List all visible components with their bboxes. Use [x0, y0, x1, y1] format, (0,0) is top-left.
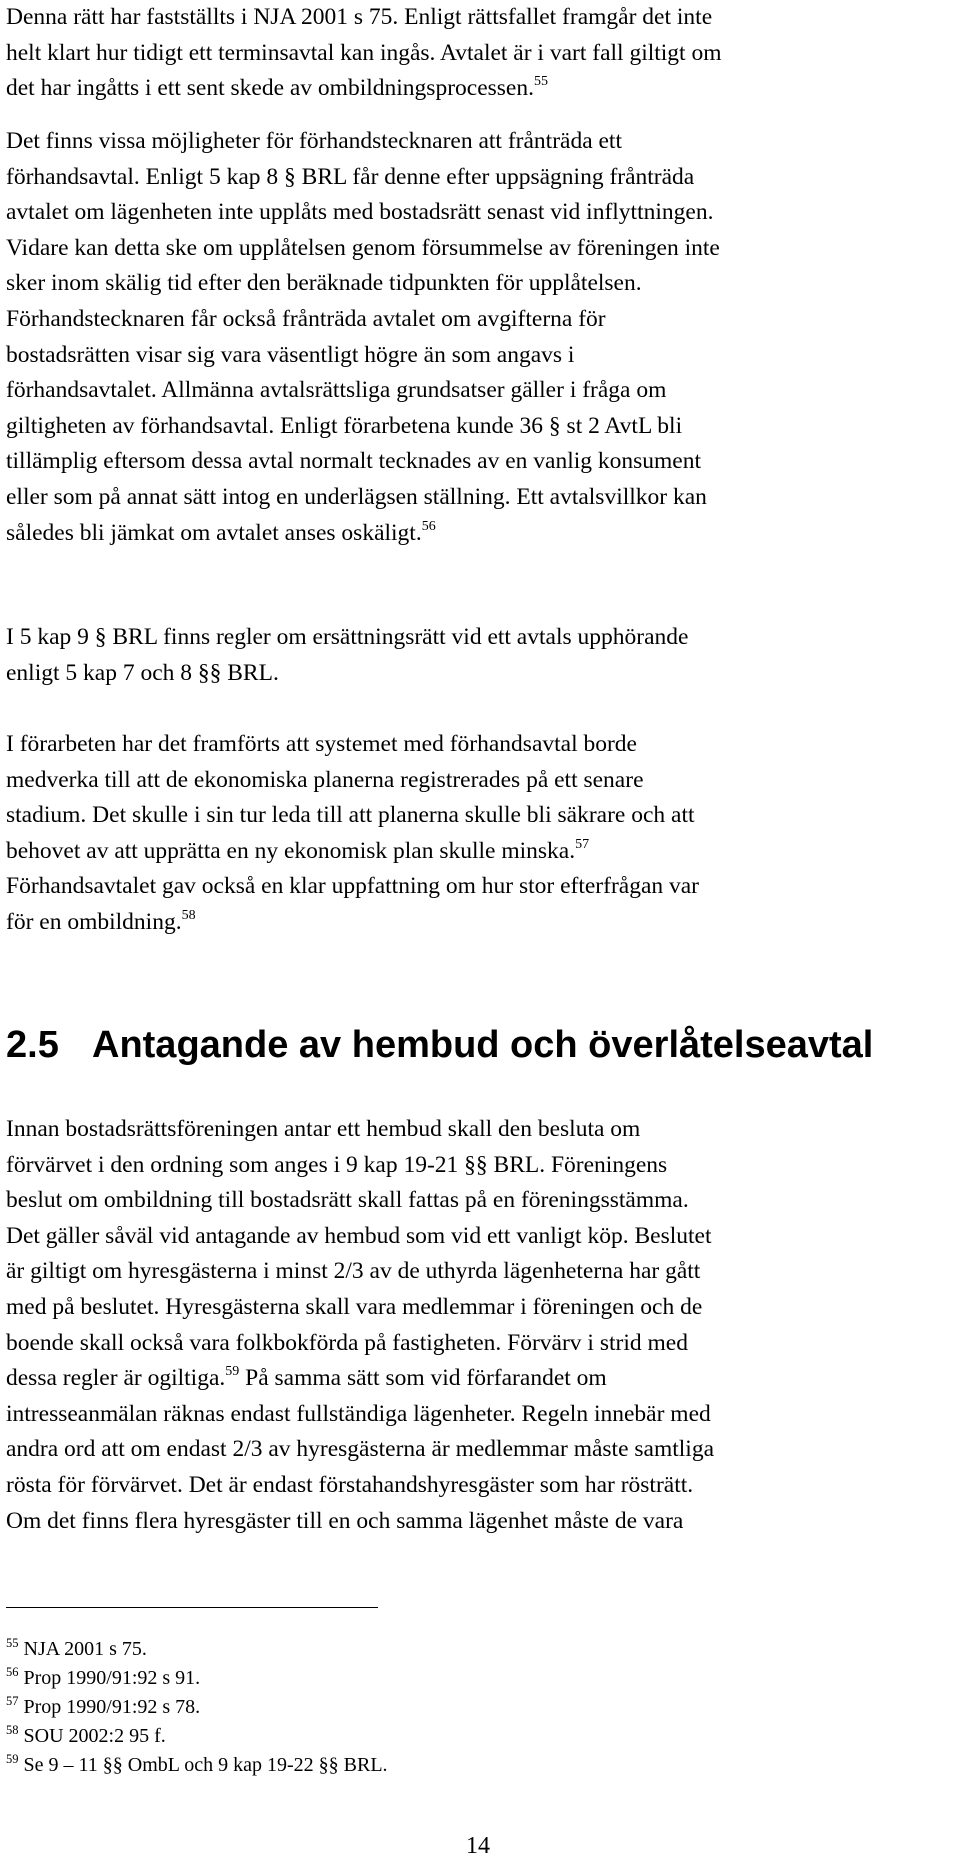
footnote-number: 55: [6, 1636, 19, 1650]
text-line: eller som på annat sätt intog en underlägsen ställning. Ett avtalsvillkor kan: [6, 483, 707, 510]
footnote-text: SOU 2002:2 95 f.: [23, 1725, 166, 1747]
text-line: förhandsavtal. Enligt 5 kap 8 § BRL får denne efter uppsägning frånträda: [6, 163, 695, 190]
text-line: andra ord att om endast 2/3 av hyresgästerna är medlemmar måste samtliga: [6, 1436, 715, 1463]
paragraph-4: [6, 727, 946, 941]
footnote-ref: 57: [575, 836, 590, 852]
text-line: [6, 834, 946, 870]
paragraph-2: [6, 124, 946, 551]
footnote-text: NJA 2001 s 75.: [23, 1638, 147, 1660]
text-line: sker inom skälig tid efter den beräknade tidpunkten för upplåtelsen.: [6, 270, 642, 297]
footnote: [6, 1636, 147, 1662]
text-line: [6, 71, 946, 107]
paragraph-1: [6, 0, 946, 107]
text-fragment: det har ingåtts i ett sent skede av ombildningsprocessen.: [6, 75, 534, 102]
footnote-ref: 56: [421, 518, 436, 534]
footnote-text: Prop 1990/91:92 s 78.: [23, 1696, 201, 1718]
text-line: Förhandstecknaren får också frånträda avtalet om avgifterna för: [6, 305, 606, 332]
text-line: I 5 kap 9 § BRL finns regler om ersättningsrätt vid ett avtals upphörande: [6, 624, 689, 650]
footnote-ref: 55: [533, 74, 548, 90]
text-line: beslut om ombildning till bostadsrätt skall fattas på en föreningsstämma.: [6, 1187, 689, 1214]
footnote-number: 59: [6, 1752, 19, 1766]
footnote: [6, 1752, 388, 1778]
text-fragment: således bli jämkat om avtalet anses oskäligt.: [6, 519, 422, 546]
text-line: I förarbeten har det framförts att systemet med förhandsavtal borde: [6, 731, 637, 757]
text-line: Vidare kan detta ske om upplåtelsen genom försummelse av föreningen inte: [6, 234, 720, 261]
text-line: Det gäller såväl vid antagande av hembud som vid ett vanligt köp. Beslutet: [6, 1222, 712, 1249]
footnote-ref: 59: [225, 1364, 240, 1380]
footnote-number: 56: [6, 1665, 19, 1679]
text-fragment: för en ombildning.: [6, 908, 182, 935]
text-fragment: behovet av att upprätta en ny ekonomisk plan skulle minska.: [6, 837, 576, 864]
section-number: 2.5: [6, 1024, 59, 1066]
footnote: [6, 1723, 166, 1749]
footnote-separator: [6, 1607, 378, 1608]
text-line: med på beslutet. Hyresgästerna skall vara medlemmar i föreningen och de: [6, 1293, 703, 1320]
text-line: stadium. Det skulle i sin tur leda till att planerna skulle bli säkrare och att: [6, 802, 695, 829]
text-line: Det finns vissa möjligheter för förhandstecknaren att frånträda ett: [6, 128, 622, 154]
text-line: enligt 5 kap 7 och 8 §§ BRL.: [6, 659, 279, 686]
text-line: Om det finns flera hyresgäster till en och samma lägenhet måste de vara: [6, 1507, 684, 1534]
page-number: 14: [466, 1833, 490, 1859]
text-line: avtalet om lägenheten inte upplåts med bostadsrätt senast vid inflyttningen.: [6, 199, 714, 226]
text-line: Denna rätt har fastställts i NJA 2001 s 75. Enligt rättsfallet framgår det inte: [6, 4, 713, 30]
footnote-text: Prop 1990/91:92 s 91.: [23, 1667, 201, 1689]
text-line: boende skall också vara folkbokförda på fastigheten. Förvärv i strid med: [6, 1329, 688, 1356]
footnote: [6, 1665, 200, 1691]
footnote: [6, 1694, 200, 1720]
text-line: [6, 905, 946, 941]
paragraph-3: [6, 620, 946, 691]
text-line: rösta för förvärvet. Det är endast förstahandshyresgäster som har rösträtt.: [6, 1471, 694, 1498]
text-line: [6, 516, 946, 552]
text-line: medverka till att de ekonomiska planerna registrerades på ett senare: [6, 766, 644, 793]
text-line: helt klart hur tidigt ett terminsavtal kan ingås. Avtalet är i vart fall giltigt om: [6, 39, 722, 66]
section-paragraph: [6, 1112, 946, 1539]
footnote-number: 57: [6, 1694, 19, 1708]
text-line: tillämplig eftersom dessa avtal normalt tecknades av en vanlig konsument: [6, 448, 702, 475]
section-title: Antagande av hembud och överlåtelseavtal: [92, 1024, 874, 1066]
section-heading: [6, 1024, 873, 1067]
text-line: intresseanmälan räknas endast fullständiga lägenheter. Regeln innebär med: [6, 1400, 711, 1427]
text-line: Förhandsavtalet gav också en klar uppfattning om hur stor efterfrågan var: [6, 873, 700, 900]
text-line: bostadsrätten visar sig vara väsentligt högre än som angavs i: [6, 341, 575, 368]
text-fragment: dessa regler är ogiltiga.: [6, 1365, 226, 1392]
text-line: Innan bostadsrättsföreningen antar ett hembud skall den besluta om: [6, 1116, 641, 1142]
footnote-text: Se 9 – 11 §§ OmbL och 9 kap 19-22 §§ BRL.: [23, 1754, 388, 1776]
text-line: [6, 1361, 946, 1397]
footnote-number: 58: [6, 1723, 19, 1737]
text-line: giltigheten av förhandsavtal. Enligt förarbetena kunde 36 § st 2 AvtL bli: [6, 412, 683, 439]
text-line: är giltigt om hyresgästerna i minst 2/3 av de uthyrda lägenheterna har gått: [6, 1258, 701, 1285]
footnote-ref: 58: [181, 907, 196, 923]
text-line: förhandsavtalet. Allmänna avtalsrättsliga grundsatser gäller i fråga om: [6, 377, 667, 404]
text-fragment: På samma sätt som vid förfarandet om: [239, 1365, 607, 1392]
text-line: förvärvet i den ordning som anges i 9 kap 19-21 §§ BRL. Föreningens: [6, 1151, 668, 1178]
